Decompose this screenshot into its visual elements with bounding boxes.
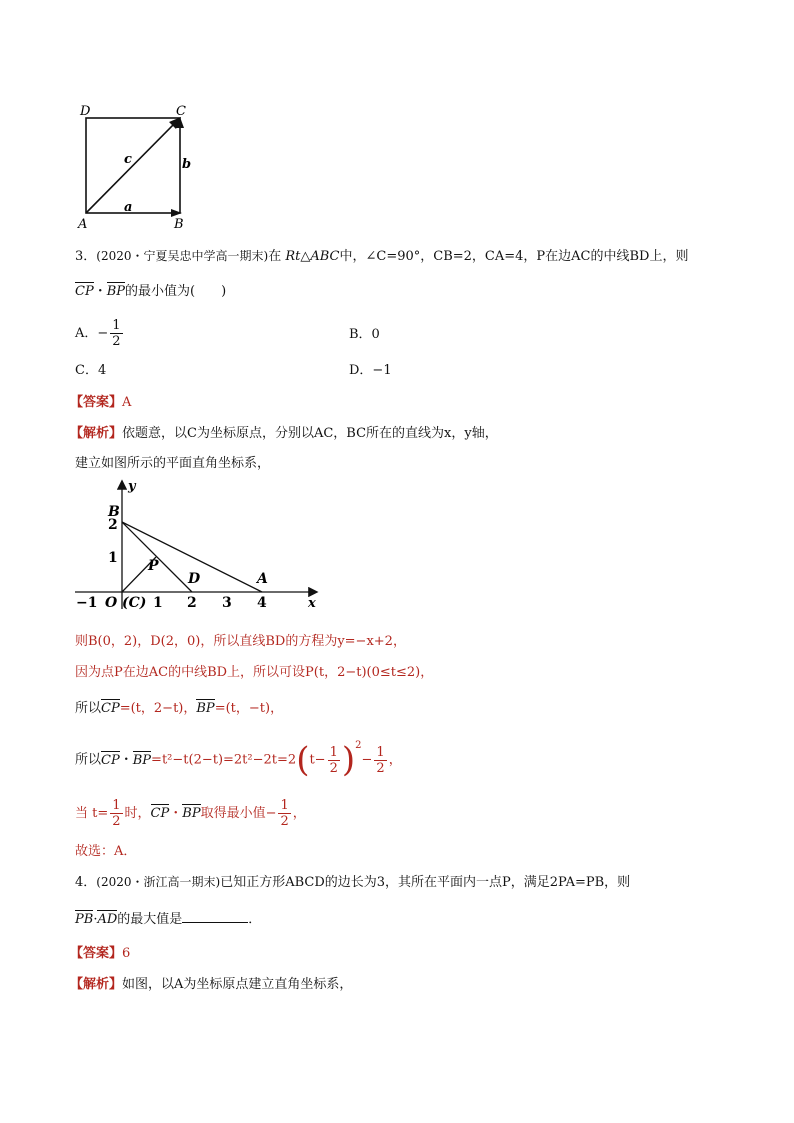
- s5-end: ，: [292, 806, 306, 821]
- answer-value: A: [122, 395, 132, 410]
- point-D-label: D: [188, 571, 201, 587]
- axis-label-x: x: [308, 596, 316, 611]
- vector-ad: AD: [97, 912, 118, 927]
- answer-value-2: 6: [122, 946, 131, 961]
- option-d: D．−1: [349, 363, 392, 378]
- origin-C-label: (C): [122, 595, 147, 611]
- s5-tail: 取得最小值−: [200, 806, 277, 821]
- s4-prefix: 所以: [75, 752, 102, 768]
- analysis-text-1: 依题意，以C为坐标原点，分别以AC，BC所在的直线为x，y轴，: [122, 426, 498, 441]
- origin-O-label: O: [105, 595, 118, 611]
- s4-square: 2: [355, 740, 362, 752]
- s4-num: 1: [329, 744, 338, 760]
- label-c: c: [124, 152, 132, 167]
- point-A-label: A: [257, 571, 268, 587]
- option-b: B．0: [349, 327, 380, 342]
- coordinate-figure: [70, 476, 330, 616]
- vector-cp: CP: [75, 284, 94, 299]
- s4-end: ，: [388, 752, 402, 768]
- x-tick-1: 1: [153, 595, 163, 611]
- label-a: a: [124, 200, 133, 215]
- s5-fraction: [110, 798, 122, 829]
- q3-stem-line2: [75, 283, 226, 301]
- answer-tag: 【答案】: [70, 395, 123, 410]
- x-tick-4: 4: [257, 595, 267, 611]
- q3-stem-tail: 的最小值为( ): [125, 284, 227, 299]
- option-c: C．4: [75, 363, 107, 378]
- x-tick-minus1: −1: [76, 595, 98, 611]
- vector-square-figure: [72, 98, 202, 233]
- solution-line-4: [75, 740, 402, 780]
- option-a-label: A．−: [75, 326, 109, 341]
- q4-stem-line2: PB·AD的最大值是 ．: [75, 912, 262, 927]
- s5-num-2: 1: [280, 798, 289, 813]
- y-tick-1: 1: [108, 550, 118, 566]
- point-P-label: P: [148, 558, 159, 574]
- q4-stem: 已知正方形ABCD的边长为3，其所在平面内一点P，满足2PA=PB，则: [220, 875, 631, 890]
- s3-b: =(t，−t)，: [214, 701, 284, 716]
- option-a: [75, 318, 125, 349]
- x-tick-2: 2: [187, 595, 197, 611]
- s3-a: =(t，2−t)，: [119, 701, 197, 716]
- q3-number: 3．: [75, 249, 97, 264]
- s5-mid: 时，: [124, 806, 151, 821]
- q4-number: 4．: [75, 875, 97, 890]
- s3-prefix: 所以: [75, 701, 102, 716]
- solution-line-5: [75, 798, 306, 829]
- q3-stem-mid: 中，∠C=90°，CB=2，CA=4，P在边AC的中线BD上，则: [339, 249, 689, 264]
- dot-operator: ・: [93, 284, 107, 299]
- q4-source: (2020・浙江高一期末): [96, 875, 221, 889]
- analysis-tag-2: 【解析】: [70, 977, 123, 992]
- point-B-label: B: [108, 504, 120, 520]
- vector-bp: BP: [106, 284, 126, 299]
- q4-answer: [70, 945, 130, 963]
- label-b: b: [182, 157, 192, 172]
- answer-blank: [182, 910, 248, 923]
- s4-den: 2: [329, 760, 338, 776]
- s4-minus: −: [361, 752, 373, 768]
- s4-mid: =t²−t(2−t)=2t²−2t=2: [151, 752, 297, 768]
- q3-triangle: Rt△ABC: [285, 249, 340, 264]
- x-tick-3: 3: [222, 595, 232, 611]
- s4-den-2: 2: [376, 760, 385, 776]
- option-a-fraction: [110, 318, 122, 349]
- vector-pb: PB: [75, 912, 94, 927]
- s5-prefix: 当 t=: [75, 806, 109, 821]
- solution-line-2: 因为点P在边AC的中线BD上，所以可设P(t，2−t)(0≤t≤2)，: [75, 665, 434, 680]
- q4-analysis: [70, 976, 352, 994]
- s5-den-2: 2: [280, 814, 289, 829]
- vector-cp-3: CP: [101, 752, 120, 768]
- solution-line-6: 故选：A．: [75, 844, 137, 859]
- solution-line-3: [75, 700, 283, 718]
- s4-num-2: 1: [376, 744, 385, 760]
- dot-operator-3: ・: [169, 806, 183, 821]
- y-tick-2: 2: [108, 517, 118, 533]
- analysis-tag: 【解析】: [70, 426, 123, 441]
- q3-source: (2020・宁夏吴忠中学高一期末): [96, 249, 269, 263]
- answer-tag-2: 【答案】: [70, 946, 123, 961]
- left-paren: (: [296, 740, 310, 780]
- q4-end: ．: [248, 912, 262, 927]
- q3-answer: [70, 394, 131, 412]
- q3-stem-line1: [75, 247, 688, 266]
- vector-cp-4: CP: [150, 806, 170, 821]
- vector-bp-2: BP: [196, 701, 215, 716]
- dot-operator-2: ・: [119, 752, 133, 768]
- label-B: B: [174, 217, 184, 232]
- q3-stem-prefix: 在: [268, 249, 282, 264]
- label-C: C: [176, 104, 186, 119]
- vector-bp-4: BP: [182, 806, 201, 821]
- label-D: D: [80, 104, 91, 119]
- option-a-num: 1: [112, 318, 121, 333]
- label-A: A: [78, 217, 88, 232]
- s5-den: 2: [112, 814, 121, 829]
- q3-analysis-2: 建立如图所示的平面直角坐标系，: [75, 456, 271, 471]
- q3-analysis-1: [70, 425, 498, 443]
- s5-num: 1: [112, 798, 121, 813]
- right-paren: ): [341, 740, 356, 780]
- q4-analysis-text: 如图，以A为坐标原点建立直角坐标系，: [122, 977, 353, 992]
- q4-stem-line1: [75, 873, 630, 892]
- option-a-den: 2: [112, 334, 121, 349]
- s5-fraction-2: [278, 798, 290, 829]
- s4-fraction: [328, 745, 340, 776]
- vector-bp-3: BP: [132, 752, 152, 768]
- s4-t: t−: [309, 752, 326, 768]
- s4-fraction-2: [374, 745, 386, 776]
- axis-label-y: y: [128, 479, 136, 494]
- vector-cp-2: CP: [101, 701, 120, 716]
- q4-tail: 的最大值是: [117, 912, 183, 927]
- solution-line-1: 则B(0，2)，D(2，0)，所以直线BD的方程为y=−x+2，: [75, 634, 406, 649]
